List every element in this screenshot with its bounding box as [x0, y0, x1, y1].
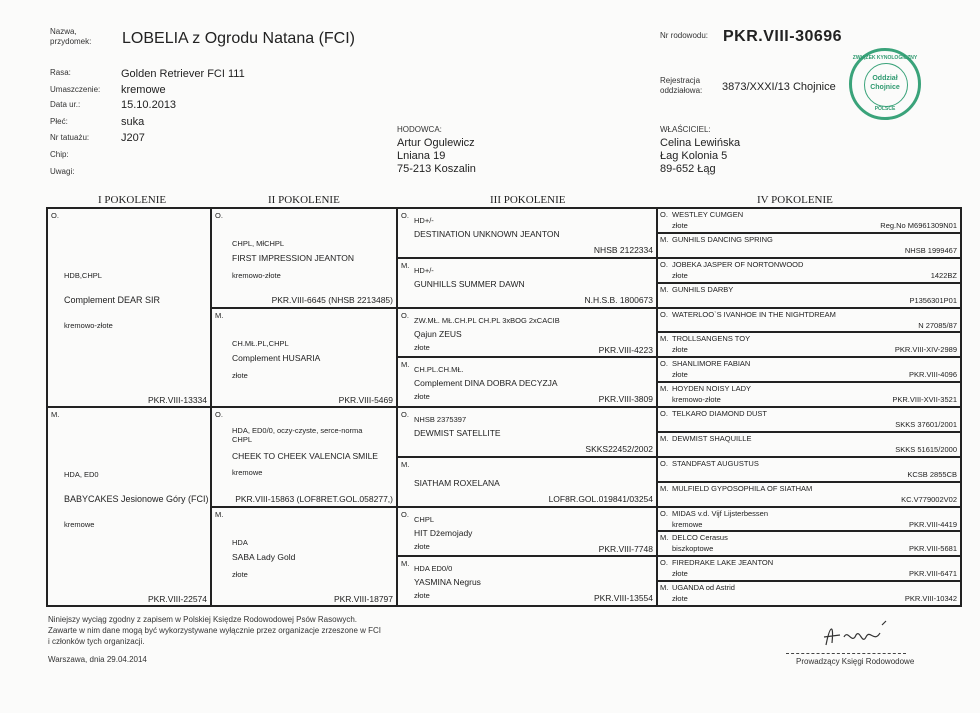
gen3-cell: [397, 258, 657, 308]
color-label: Umaszczenie:: [50, 85, 101, 94]
reg-number: NHSB 1999467: [904, 245, 957, 255]
gen4-cell: [657, 407, 961, 432]
reg-number: NHSB 2122334: [593, 245, 653, 255]
titles: HD+/-: [414, 265, 434, 275]
breed-label: Rasa:: [50, 68, 71, 77]
color: złote: [672, 370, 688, 380]
color: złote: [672, 221, 688, 230]
sex-marker: M.: [660, 483, 669, 493]
sex-marker: O.: [660, 359, 668, 369]
branch-stamp: [849, 48, 921, 120]
gen4-cell: [657, 233, 961, 258]
color-value: kremowe: [121, 84, 166, 96]
generation-4-header: IV POKOLENIE: [757, 194, 833, 206]
gen4-cell: [657, 258, 961, 283]
sex-marker: M.: [660, 433, 669, 443]
tattoo-label: Nr tatuażu:: [50, 133, 90, 142]
gen1-dam-cell: [47, 407, 211, 606]
gen2-cell: [211, 208, 397, 308]
reg-number: N 27085/87: [918, 320, 957, 330]
reg-number: SKKS 37601/2001: [895, 420, 957, 429]
reg-number: PKR.VIII-22574: [147, 594, 207, 604]
gen2-cell: [211, 507, 397, 607]
sex-marker: O.: [401, 509, 409, 519]
owner-city: 89-652 Łąg: [660, 163, 716, 175]
gen3-cell: [397, 407, 657, 457]
signature: [810, 615, 900, 655]
stamp-line2: Oddział: [872, 75, 898, 82]
color: złote: [414, 591, 430, 601]
dob-label: Data ur.:: [50, 100, 81, 109]
footer-line2: Zawarte w nim dane mogą być wykorzystywane wyłącznie przez organizacje zrzeszone w FCI: [48, 626, 382, 635]
tattoo-value: J207: [121, 132, 145, 144]
gen4-cell: [657, 556, 961, 581]
sex-marker: O.: [660, 458, 668, 468]
dog-name: DESTINATION UNKNOWN JEANTON: [414, 229, 560, 239]
breed-value: Golden Retriever FCI 111: [121, 68, 245, 80]
reg-number: SKKS22452/2002: [585, 444, 653, 454]
sex-marker: M.: [401, 360, 410, 370]
color: kremowe: [232, 468, 263, 477]
breeder-street: Lniana 19: [397, 150, 446, 162]
sex-value: suka: [121, 116, 145, 128]
reg-number: PKR.VIII-XVII-3521: [892, 395, 957, 405]
sex-marker: M.: [215, 509, 224, 519]
reg-number: PKR.VIII-6471: [909, 569, 957, 579]
dog-name: DELCO Cerasus: [672, 533, 728, 543]
gen3-cell: [397, 308, 657, 358]
dog-name: HOYDEN NOISY LADY: [672, 384, 752, 394]
generation-3-header: III POKOLENIE: [490, 194, 566, 206]
sex-marker: M.: [401, 459, 410, 469]
owner-name: Celina Lewińska: [660, 137, 741, 149]
footer-line3: i członków tych organizacji.: [48, 637, 145, 646]
reg-number: 1422BZ: [930, 270, 957, 280]
color: kremowo-złote: [232, 271, 281, 280]
gen4-cell: [657, 332, 961, 357]
breeder-name: Artur Ogulewicz: [397, 137, 475, 149]
color: złote: [672, 270, 688, 280]
reg-number: PKR.VIII-13334: [147, 395, 207, 405]
titles: CHPL: [414, 514, 435, 524]
dog-name: WATERLOO`S IVANHOE IN THE NIGHTDREAM: [672, 309, 836, 319]
sex-marker: M.: [51, 410, 60, 419]
color: złote: [672, 594, 688, 604]
dog-name: YASMINA Negrus: [414, 577, 481, 588]
sex-marker: O.: [215, 410, 223, 419]
chip-label: Chip:: [50, 150, 69, 159]
reg-number: PKR.VIII-4096: [909, 370, 957, 380]
reg-number: PKR.VIII-10342: [904, 594, 957, 604]
gen3-cell: [397, 556, 657, 606]
reg-number: PKR.VIII-4419: [909, 519, 957, 529]
reg-number: N.H.S.B. 1800673: [584, 294, 653, 305]
sex-marker: O.: [660, 309, 668, 319]
color: kremowe: [672, 519, 703, 529]
stamp-line1: ZWIĄZEK KYNOLOGICZNY: [852, 55, 918, 61]
sex-marker: M.: [401, 260, 410, 270]
generation-2-header: II POKOLENIE: [268, 194, 340, 206]
titles: HD+/-: [414, 216, 434, 225]
dog-name: SHANLIMORE FABIAN: [672, 359, 751, 369]
gen4-cell: [657, 457, 961, 482]
dog-name: LOBELIA z Ogrodu Natana (FCI): [122, 30, 355, 47]
titles: CH.MŁ.PL,CHPL: [232, 338, 289, 348]
titles: HDA: [232, 537, 248, 547]
color: złote: [414, 541, 430, 551]
dog-name: BABYCAKES Jesionowe Góry (FCI): [64, 494, 209, 504]
dog-name: JOBEKA JASPER OF NORTONWOOD: [672, 259, 804, 269]
gen4-cell: [657, 531, 961, 556]
dog-name: TELKARO DIAMOND DUST: [672, 409, 768, 418]
dog-name: STANDFAST AUGUSTUS: [672, 458, 759, 468]
reg-number: PKR.VIII-XIV-2989: [894, 345, 957, 355]
color: złote: [232, 569, 248, 579]
dog-name: GUNHILS DANCING SPRING: [672, 234, 773, 244]
reg-number: PKR.VIII-15863 (LOF8RET.GOL.058277,): [235, 494, 393, 504]
gen4-cell: [657, 382, 961, 407]
signature-line: [786, 653, 906, 654]
dog-name: Complement DEAR SIR: [64, 295, 161, 305]
footer-disclaimer: [48, 614, 381, 647]
dog-name: FIRST IMPRESSION JEANTON: [232, 253, 355, 263]
sex-label: Płeć:: [50, 117, 68, 126]
sex-marker: M.: [660, 234, 669, 244]
pedigree-table: [46, 207, 962, 607]
color: biszkoptowe: [672, 544, 714, 554]
titles: NHSB 2375397: [414, 415, 467, 424]
sex-marker: O.: [401, 310, 409, 320]
gen4-cell: [657, 581, 961, 606]
registration-label: Rejestracja oddziałowa:: [660, 76, 703, 95]
reg-number: LOF8R.GOL.019841/03254: [548, 493, 653, 504]
reg-number: PKR.VIII-13554: [593, 593, 653, 604]
gen4-cell: [657, 357, 961, 382]
sex-marker: M.: [660, 533, 669, 543]
dog-name: DEWMIST SATELLITE: [414, 428, 501, 438]
dog-name: CHEEK TO CHEEK VALENCIA SMILE: [232, 451, 378, 461]
gen2-cell: [211, 308, 397, 408]
sex-marker: M.: [660, 384, 669, 394]
dog-name: HIT Dżemojady: [414, 527, 473, 538]
stamp-line4: POLSCE: [874, 106, 896, 112]
sex-marker: M.: [215, 310, 224, 320]
gen1-sire-cell: [47, 208, 211, 407]
name-label: Nazwa, przydomek:: [50, 27, 92, 46]
gen4-cell: [657, 507, 961, 532]
titles: CH.PL.CH.MŁ.: [414, 365, 464, 375]
sex-marker: O.: [401, 211, 409, 220]
titles: HDA ED0/0: [414, 564, 453, 574]
owner-label: WŁAŚCICIEL:: [660, 125, 711, 134]
dog-name: SABA Lady Gold: [232, 551, 296, 562]
dob-value: 15.10.2013: [121, 99, 177, 111]
reg-number: PKR.VIII-4223: [598, 344, 653, 355]
reg-number: SKKS 51615/2000: [895, 444, 957, 454]
reg-number: P1356301P01: [909, 295, 957, 305]
owner-street: Łag Kolonia 5: [660, 150, 728, 162]
gen4-cell: [657, 283, 961, 308]
gen3-cell: [397, 457, 657, 507]
dog-name: MULFIELD GYPOSOPHILA OF SIATHAM: [672, 483, 813, 493]
sex-marker: O.: [660, 409, 668, 418]
sex-marker: O.: [51, 211, 59, 220]
place-date: Warszawa, dnia 29.04.2014: [48, 655, 147, 664]
sex-marker: O.: [660, 508, 668, 518]
titles: CHPL, MłCHPL: [232, 239, 285, 248]
gen4-cell: [657, 432, 961, 457]
gen3-cell: [397, 507, 657, 557]
color: złote: [672, 569, 688, 579]
titles: HDA, ED0: [64, 470, 99, 479]
dog-name: DEWMIST SHAQUILLE: [672, 433, 752, 443]
registration-value: 3873/XXXI/13 Chojnice: [722, 81, 836, 93]
color: kremowo-złote: [64, 321, 113, 330]
sex-marker: O.: [401, 410, 409, 419]
sex-marker: O.: [215, 211, 223, 220]
remarks-label: Uwagi:: [50, 167, 75, 176]
titles: HDB,CHPL: [64, 271, 102, 280]
sex-marker: M.: [660, 284, 669, 294]
gen4-cell: [657, 208, 961, 233]
dog-name: TROLLSANGENS TOY: [672, 334, 751, 344]
gen2-cell: [211, 407, 397, 507]
color: kremowe: [64, 520, 95, 529]
reg-number: KC.V779002V02: [901, 494, 957, 504]
color: złote: [414, 342, 430, 352]
dog-name: SIATHAM ROXELANA: [414, 477, 500, 488]
dog-name: FIREDRAKE LAKE JEANTON: [672, 558, 774, 568]
dog-name: GUNHILLS SUMMER DAWN: [414, 278, 525, 289]
breeder-label: HODOWCA:: [397, 125, 442, 134]
sex-marker: O.: [660, 259, 668, 269]
reg-number: Reg.No M6961309N01: [880, 221, 957, 230]
gen3-cell: [397, 357, 657, 407]
color: złote: [232, 370, 248, 380]
titles: HDA, ED0/0, oczy-czyste, serce-norma CHPL: [232, 426, 363, 444]
reg-number: PKR.VIII-3809: [598, 394, 653, 405]
reg-number: PKR.VIII-6645 (NHSB 2213485): [271, 295, 393, 305]
breeder-city: 75-213 Koszalin: [397, 163, 476, 175]
reg-number: PKR.VIII-5681: [909, 544, 957, 554]
sex-marker: M.: [401, 559, 410, 569]
reg-number: KCSB 2855CB: [907, 469, 957, 479]
dog-name: MIDAS v.d. Vijf Lijsterbessen: [672, 508, 769, 518]
signature-caption: Prowadzący Księgi Rodowodowe: [796, 657, 915, 666]
sex-marker: O.: [660, 558, 668, 568]
dog-name: GUNHILS DARBY: [672, 284, 734, 294]
color: złote: [414, 392, 430, 402]
sex-marker: M.: [660, 583, 669, 593]
sex-marker: M.: [660, 334, 669, 344]
generation-1-header: I POKOLENIE: [98, 194, 167, 206]
reg-number: PKR.VIII-7748: [598, 543, 653, 554]
dog-name: Qajun ZEUS: [414, 328, 462, 339]
dog-name: UGANDA od Astrid: [672, 583, 735, 593]
color: złote: [672, 345, 688, 355]
dog-name: Complement DINA DOBRA DECYZJA: [414, 378, 558, 389]
stamp-line3: Chojnice: [870, 84, 900, 91]
gen4-cell: [657, 308, 961, 333]
sex-marker: O.: [660, 210, 668, 219]
footer-line1: Niniejszy wyciąg zgodny z zapisem w Polskiej Księdze Rodowodowej Psów Rasowych.: [48, 615, 358, 624]
reg-number: PKR.VIII-18797: [333, 593, 393, 604]
color: kremowo-złote: [672, 395, 721, 405]
gen4-cell: [657, 482, 961, 507]
dog-name: WESTLEY CUMGEN: [672, 210, 744, 219]
reg-number: PKR.VIII-5469: [338, 394, 393, 405]
titles: ZW.MŁ. MŁ.CH.PL CH.PL 3xBOG 2xCACIB: [414, 315, 560, 325]
regno-value: PKR.VIII-30696: [723, 28, 843, 45]
dog-name: Complement HUSARIA: [232, 352, 321, 363]
regno-label: Nr rodowodu:: [660, 31, 709, 40]
gen3-cell: [397, 208, 657, 258]
